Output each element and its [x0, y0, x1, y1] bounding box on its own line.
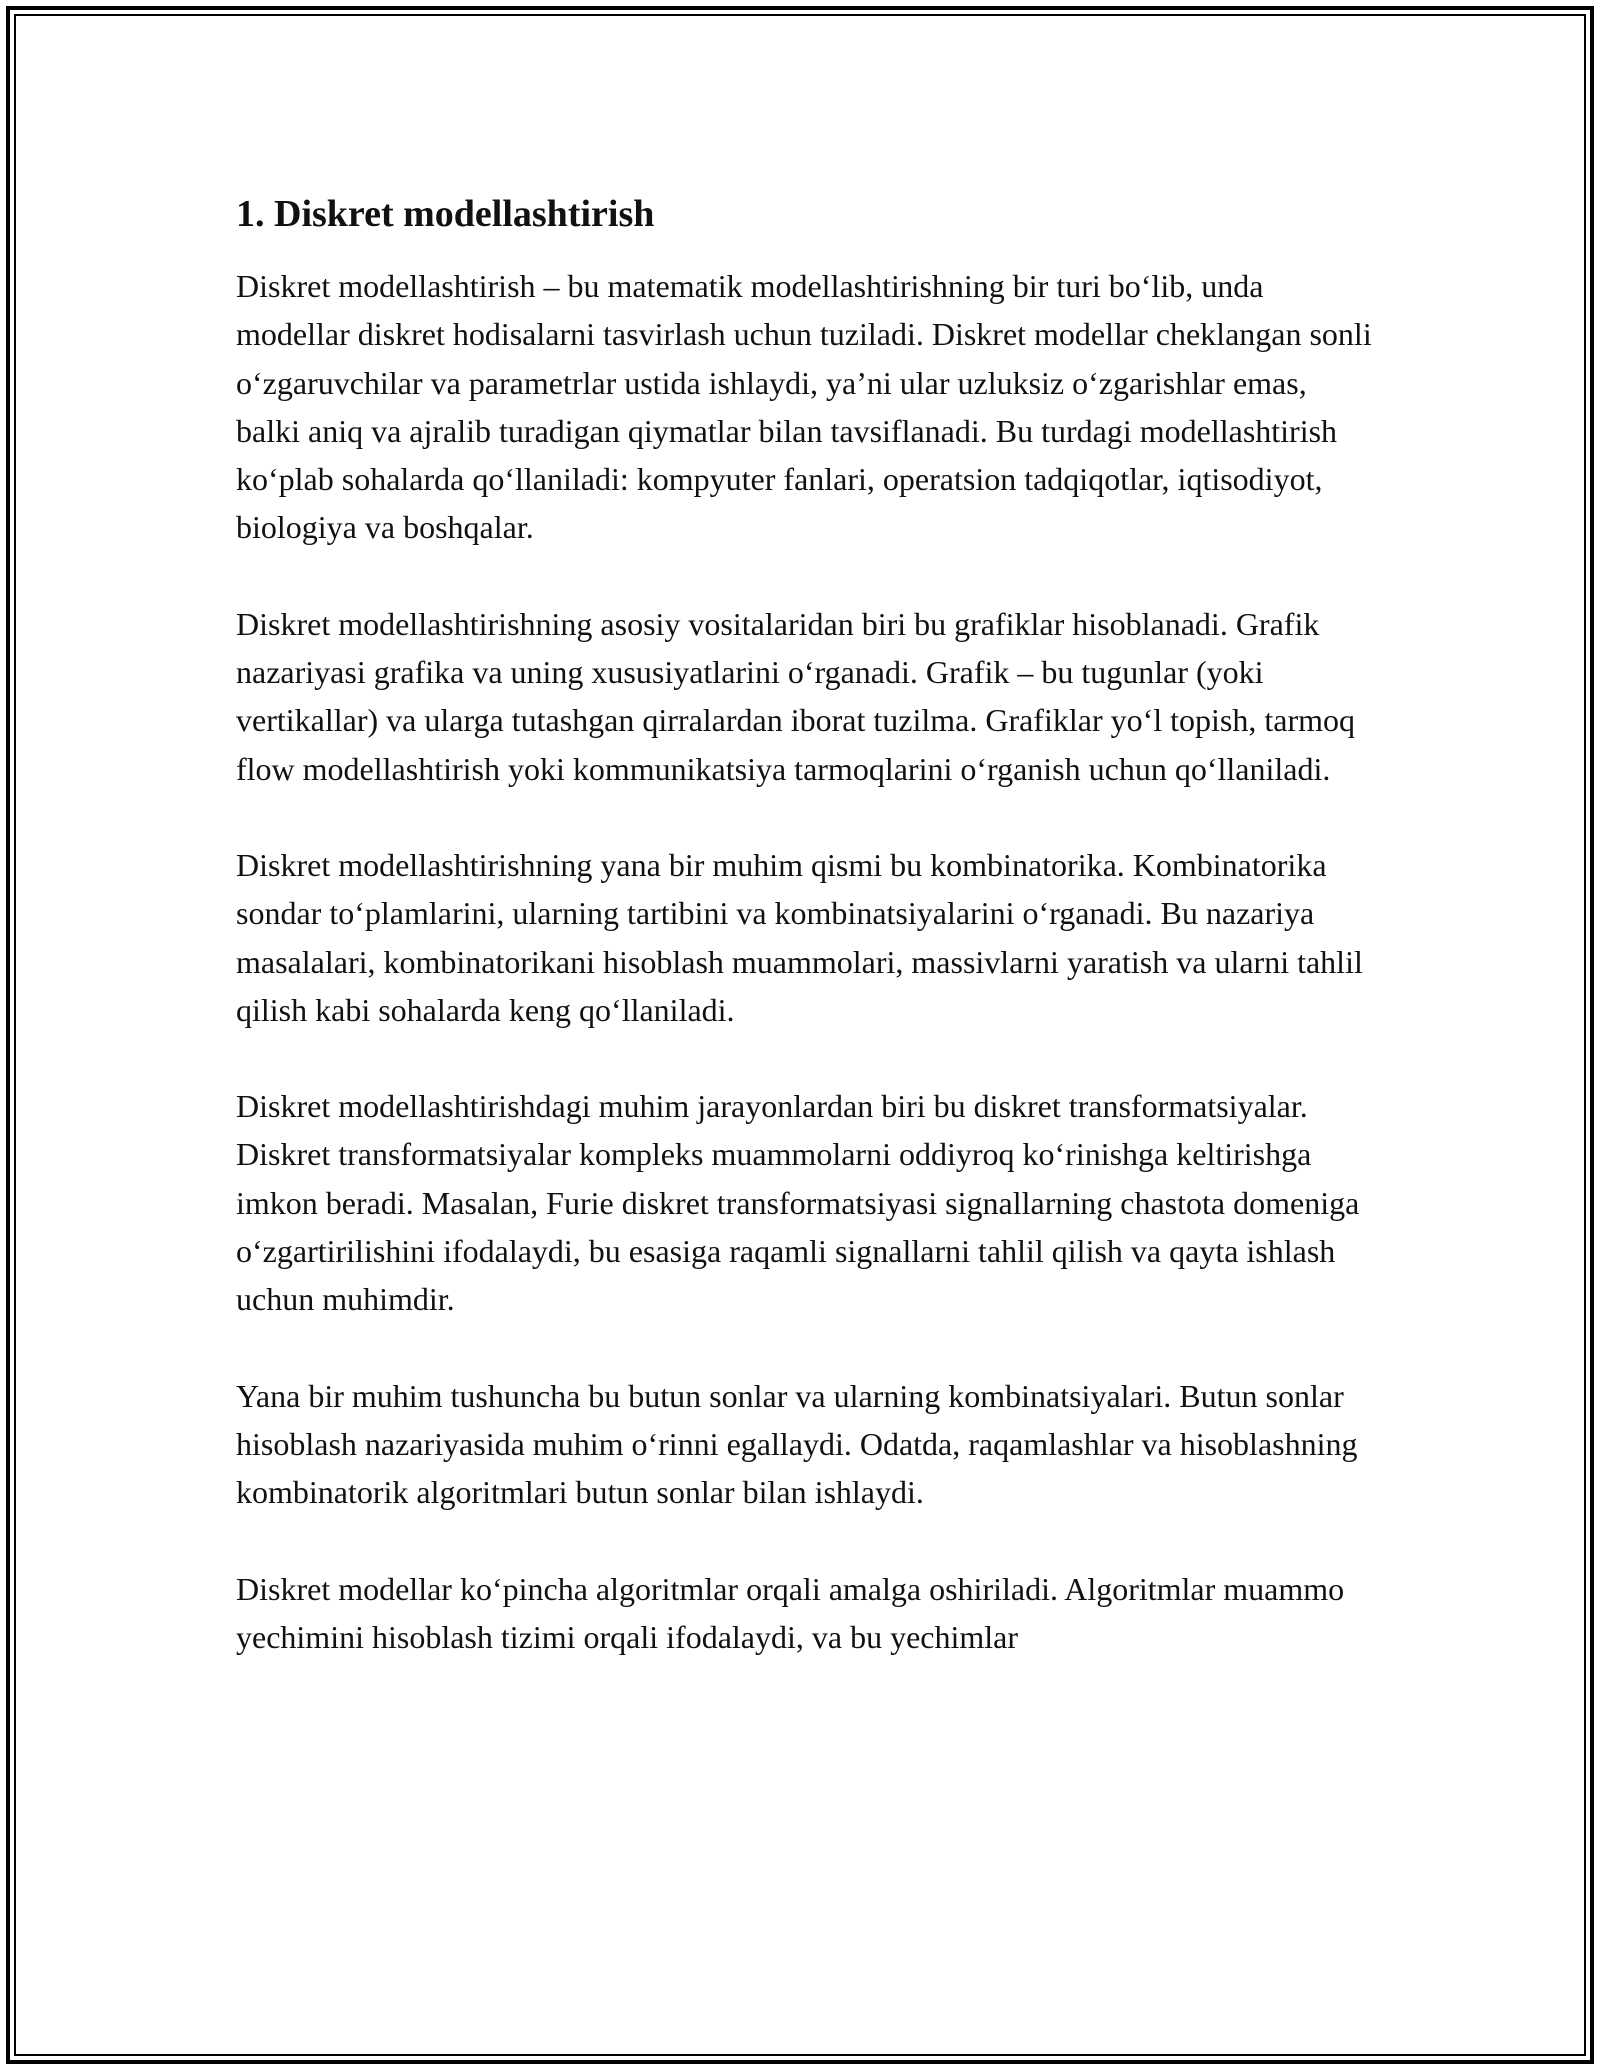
paragraph-2: Diskret modellashtirishning asosiy vositalaridan biri bu grafiklar hisoblanadi. Grafik nazariyasi grafika va uning xususiyatlarini o‘rganadi. Grafik – bu tugunlar (yoki vertikallar) va ularga tutashgan qirralardan iborat tuzilma. Grafiklar yo‘l topish, tarmoq flow modellashtirish yoki kommunikatsiya tarmoqlarini o‘rganish uchun qo‘llaniladi.: [236, 605, 1356, 787]
document-body: [236, 188, 1376, 1709]
section-heading: 1. Diskret modellashtirish: [236, 193, 655, 235]
paragraph-6: Diskret modellar ko‘pincha algoritmlar orqali amalga oshiriladi. Algoritmlar muammo yechimini hisoblash tizimi orqali ifodalaydi, va bu yechimlar: [236, 1570, 1345, 1655]
paragraph-1: Diskret modellashtirish – bu matematik modellashtirishning bir turi bo‘lib, unda modellar diskret hodisalarni tasvirlash uchun tuziladi. Diskret modellar cheklangan sonli o‘zgaruvchilar va parametrlar ustida ishlaydi, ya’ni ular uzluksiz o‘zgarishlar emas, balki aniq va ajralib turadigan qiymatlar bilan tavsiflanadi. Bu turdagi modellashtirish ko‘plab sohalarda qo‘llaniladi: kompyuter fanlari, operatsion tadqiqotlar, iqtisodiyot, biologiya va boshqalar.: [236, 268, 1372, 546]
paragraph-4: Diskret modellashtirishdagi muhim jarayonlardan biri bu diskret transformatsiyalar. Diskret transformatsiyalar kompleks muammolarni oddiyroq ko‘rinishga keltirishga imkon beradi. Masalan, Furie diskret transformatsiyasi signallarning chastota domeniga o‘zgartirilishini ifodalaydi, bu esasiga raqamli signallarni tahlil qilish va qayta ishlash uchun muhimdir.: [236, 1088, 1360, 1318]
paragraph-3: Diskret modellashtirishning yana bir muhim qismi bu kombinatorika. Kombinatorika sondar to‘plamlarini, ularning tartibini va kombinatsiyalarini o‘rganadi. Bu nazariya masalalari, kombinatorikani hisoblash muammolari, massivlarni yaratish va ularni tahlil qilish kabi sohalarda keng qo‘llaniladi.: [236, 846, 1363, 1028]
paragraph-5: Yana bir muhim tushuncha bu butun sonlar va ularning kombinatsiyalari. Butun sonlar hisoblash nazariyasida muhim o‘rinni egallaydi. Odatda, raqamlashlar va hisoblashning kombinatorik algoritmlari butun sonlar bilan ishlaydi.: [236, 1377, 1358, 1511]
